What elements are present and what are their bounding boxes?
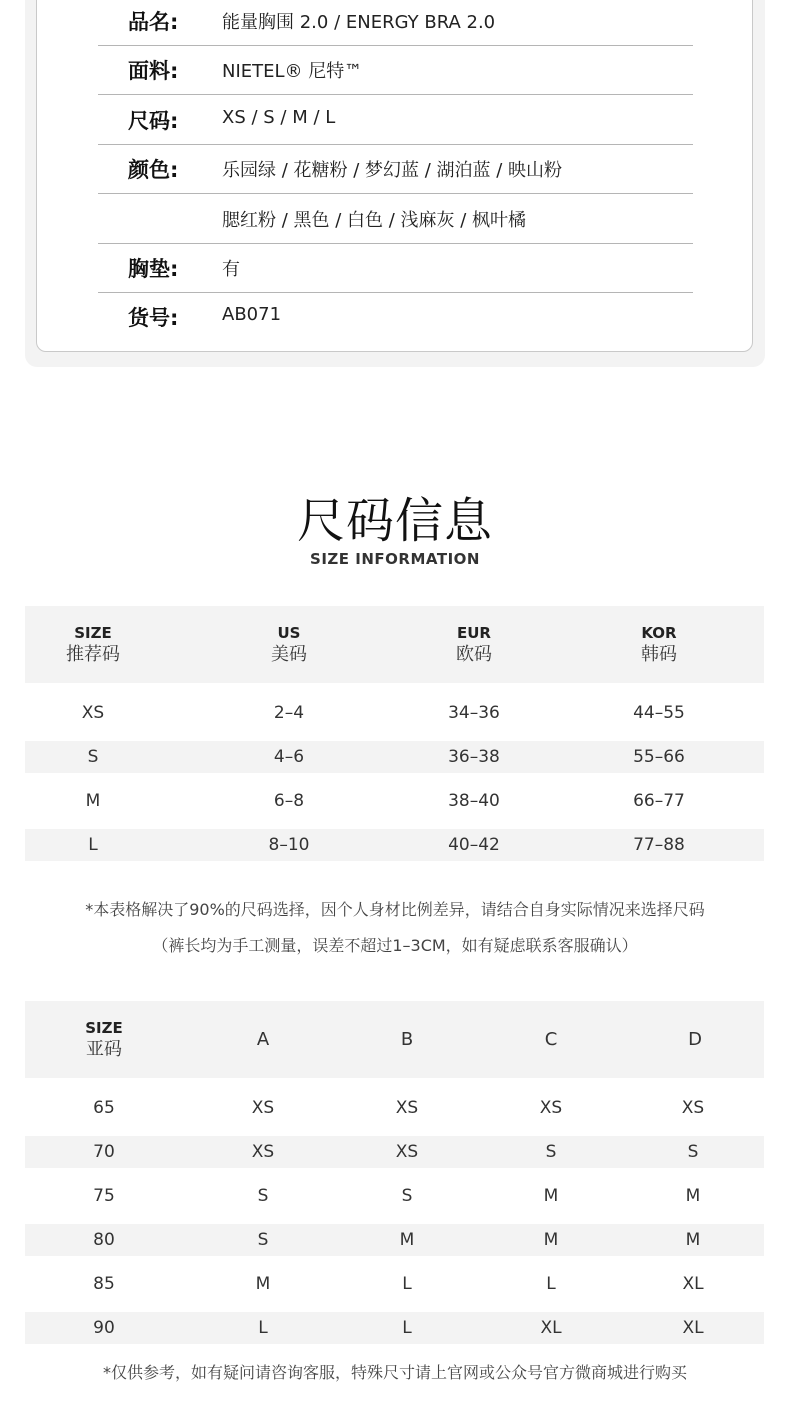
table-cell: XS: [251, 1142, 275, 1162]
table-header: [25, 606, 764, 683]
spec-label: 尺码:: [128, 109, 179, 133]
table-cell: 2–4: [273, 703, 305, 723]
header-cell: [25, 606, 161, 683]
spec-label: 面料:: [128, 59, 179, 83]
size-note: *本表格解决了90%的尺码选择，因个人身材比例差异，请结合自身实际情况来选择尺码: [85, 900, 705, 919]
spec-value: XS / S / M / L: [222, 107, 336, 128]
table-cell: L: [402, 1318, 412, 1338]
header-cup: A: [256, 1029, 270, 1050]
cup-size-table: [25, 1001, 764, 1345]
cup-note: *仅供参考，如有疑问请咨询客服，特殊尺寸请上官网或公众号官方微商城进行购买: [102, 1363, 687, 1382]
table-cell: 40–42: [448, 835, 500, 855]
spec-row-color-cont: [98, 193, 693, 244]
spec-value: NIETEL® 尼特™: [222, 61, 363, 82]
header-en: SIZE: [85, 1018, 123, 1037]
header-cup: C: [544, 1029, 558, 1050]
header-en: EUR: [457, 623, 491, 642]
spec-row-size: [98, 94, 693, 145]
table-cell: XS: [681, 1098, 705, 1118]
table-cell: XS: [251, 1098, 275, 1118]
size-note: （裤长均为手工测量，误差不超过1–3CM，如有疑虑联系客服确认）: [152, 936, 638, 955]
section-title: 尺码信息: [296, 493, 493, 549]
section-subtitle: SIZE INFORMATION: [310, 550, 480, 568]
table-cell: M: [685, 1230, 701, 1250]
header-cell: [335, 1001, 479, 1078]
table-row: [25, 785, 764, 817]
table-row: [25, 829, 764, 861]
table-cell: XS: [395, 1098, 419, 1118]
spec-value: AB071: [222, 304, 282, 325]
table-row: [25, 1136, 764, 1168]
table-cell: L: [258, 1318, 268, 1338]
table-cell: M: [685, 1186, 701, 1206]
header-cell: [25, 1001, 183, 1078]
table-row: [25, 1268, 764, 1300]
header-cn: 欧码: [456, 643, 492, 665]
table-cell: M: [543, 1230, 559, 1250]
spec-row-fabric: [98, 44, 693, 95]
table-row: [25, 697, 764, 729]
table-cell: XL: [682, 1318, 704, 1338]
header-cn: 韩码: [641, 643, 677, 665]
header-cup: B: [400, 1029, 414, 1050]
table-cell: XS: [81, 703, 105, 723]
spec-label: 货号:: [128, 306, 179, 330]
table-cell: 44–55: [633, 703, 685, 723]
table-cell: 70: [93, 1142, 115, 1162]
table-cell: S: [687, 1142, 699, 1162]
table-cell: 36–38: [448, 747, 500, 767]
size-conversion-table: [25, 606, 764, 861]
header-cell: [191, 1001, 335, 1078]
table-row: [25, 741, 764, 773]
table-cell: XS: [395, 1142, 419, 1162]
table-cell: L: [88, 835, 98, 855]
table-cell: 75: [93, 1186, 115, 1206]
table-cell: S: [401, 1186, 413, 1206]
table-cell: 90: [93, 1318, 115, 1338]
table-cell: 8–10: [268, 835, 310, 855]
table-row: [25, 1312, 764, 1344]
spec-row-color: [98, 143, 693, 194]
table-cell: M: [255, 1274, 271, 1294]
spec-label: 品名:: [128, 10, 179, 34]
table-cell: L: [546, 1274, 556, 1294]
spec-label: 胸垫:: [128, 257, 179, 281]
spec-label: 颜色:: [128, 158, 179, 182]
table-cell: XS: [539, 1098, 563, 1118]
table-cell: M: [85, 791, 101, 811]
table-cell: 77–88: [633, 835, 685, 855]
spec-row-pad: [98, 242, 693, 293]
spec-value: 能量胸围 2.0 / ENERGY BRA 2.0: [222, 12, 496, 33]
header-cell: [386, 606, 562, 683]
table-cell: M: [399, 1230, 415, 1250]
header-en: SIZE: [74, 623, 112, 642]
table-cell: XL: [682, 1274, 704, 1294]
table-cell: 55–66: [633, 747, 685, 767]
table-cell: S: [545, 1142, 557, 1162]
spec-row-sku: [98, 291, 693, 341]
table-cell: 66–77: [633, 791, 685, 811]
table-cell: 34–36: [448, 703, 500, 723]
table-cell: 4–6: [273, 747, 305, 767]
spec-row-name: [98, 0, 693, 46]
header-cn: 亚码: [86, 1038, 122, 1060]
header-cell: [479, 1001, 623, 1078]
spec-value: 乐园绿 / 花糖粉 / 梦幻蓝 / 湖泊蓝 / 映山粉: [222, 160, 563, 181]
header-cn: 推荐码: [66, 643, 120, 665]
table-cell: 38–40: [448, 791, 500, 811]
table-cell: L: [402, 1274, 412, 1294]
table-header: [25, 1001, 764, 1078]
header-cup: D: [688, 1029, 702, 1050]
table-cell: 6–8: [273, 791, 305, 811]
header-en: KOR: [641, 623, 677, 642]
table-cell: XL: [540, 1318, 562, 1338]
header-cell: [571, 606, 747, 683]
table-row: [25, 1224, 764, 1256]
header-cn: 美码: [271, 643, 307, 665]
table-cell: 80: [93, 1230, 115, 1250]
table-row: [25, 1180, 764, 1212]
spec-value: 腮红粉 / 黑色 / 白色 / 浅麻灰 / 枫叶橘: [222, 210, 527, 231]
header-cell: [201, 606, 377, 683]
table-cell: M: [543, 1186, 559, 1206]
table-cell: S: [87, 747, 99, 767]
table-cell: S: [257, 1230, 269, 1250]
table-cell: 85: [93, 1274, 115, 1294]
header-cell: [623, 1001, 767, 1078]
table-cell: S: [257, 1186, 269, 1206]
table-row: [25, 1092, 764, 1124]
table-cell: 65: [93, 1098, 115, 1118]
header-en: US: [277, 623, 301, 642]
spec-value: 有: [222, 259, 240, 280]
